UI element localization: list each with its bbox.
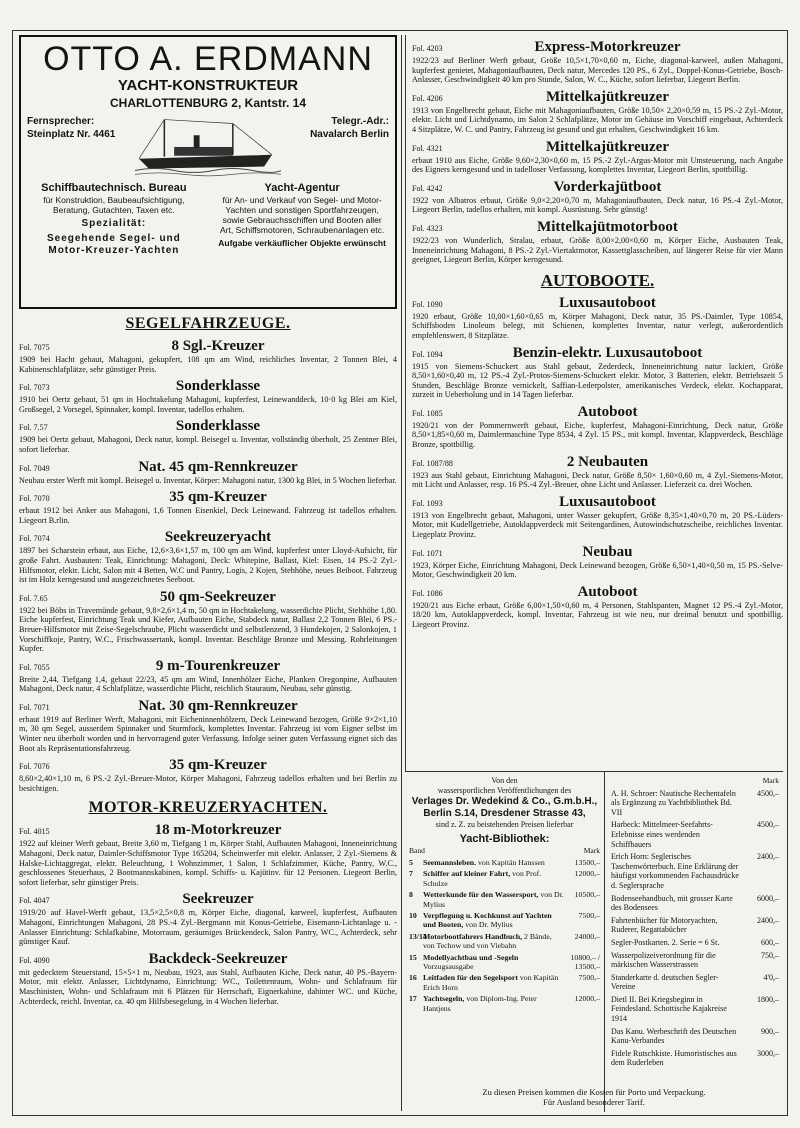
book-price: 4500,–: [757, 820, 779, 830]
ad-right-panel: [607, 772, 783, 1112]
listing-description: mit gedecktem Steuerstand, 15×5×1 m, Neubau, 1923, aus Stahl, Aufbauten Kiche, Deck natur, 40 PS.-Bayern-Motor, mit elektr. Anlasser, Lichtdynamo, Einrichtung: WC., Toilettenraum, Wohn- und Schlafraum für Maschinisten, Wohn- und Schlafraum mit 6 Plätzen für Herrschaft, Eignerkabine, dahinter WC. und Küche, Achterdeck, reichl. Inventar, ca. 40 qm Hilfsbesegelung, in 4 Wochen lieferbar.: [19, 967, 397, 1006]
listing-folio: Fol. 1093: [412, 498, 443, 508]
listing-description: 1922 auf kleiner Werft gebaut, Breite 3,60 m, Tiefgang 1 m, Körper Stahl, Aufbauten Mahagoni, Inneneinrichtung Mahagoni, Deck natur, Daimler-Schiffsmotor Type 165204, Scheinwerfer mit elektr. Anlasser, 2 Zyl.-Siemens & Halske-Lichtaggregat, elektr. Beleuchtung, 1 Wohnzimmer, 1 Salon, 1 Schlafzimmer, Küche, Pantry, W.C., geschlossenes Steuerhaus, 2 Bootmannskabinen, kompl. Schiffs- u. Kajütinv. für 12 Personen. Liegeort Berlin, sofort lieferbar, sehr günstiger Preis.: [19, 839, 397, 887]
book-column-header: [409, 846, 600, 856]
listing-title: Neubau: [582, 543, 633, 560]
book-entry: [409, 994, 600, 1013]
listing-description: 8,60×2,40×1,10 m, 6 PS.-2 Zyl.-Breuer-Motor, Körper Mahagoni, Fahrzeug tadellos erhalten und bei Berlin zu besichtigen.: [19, 774, 397, 793]
listing-folio: Fol. 4015: [19, 827, 50, 837]
listing: [412, 218, 783, 265]
listing-title: Mittelkajütkreuzer: [545, 138, 670, 155]
listing-title: Backdeck-Seekreuzer: [148, 950, 288, 967]
ad-footer: [405, 1087, 783, 1107]
book-title: Das Kanu. Werbeschrift des Deutschen Kanu-Verbandes: [611, 1026, 737, 1046]
book-price: 4500,–: [757, 788, 779, 798]
book-text: [423, 858, 564, 867]
book-entry: [409, 890, 600, 909]
listing: [412, 403, 783, 450]
book-price: 12000,–: [574, 994, 600, 1004]
ad-left-panel: [405, 772, 605, 1112]
listing-title: Nat. 45 qm-Rennkreuzer: [138, 458, 298, 475]
listing-header: [412, 543, 783, 561]
listing-header: [412, 294, 783, 312]
listing: [19, 821, 397, 887]
book-price: 900,–: [761, 1026, 779, 1036]
listing-header: [19, 377, 397, 395]
listing-description: 1922/23 auf Berliner Werft gebaut, Größe 10,5×1,70×0,60 m, Eiche, diagonal-karweel, außen Mahagoni, kupferfest genietet, Mahagoniaufbauten, Deck natur, Mercedes 120 PS., 6 Zyl., Doppel-Konus-Getriebe, Bosch-Anlasser, Geschwindigkeit 40 km pro Stunde, Salon, W. C., Küche, sofort lieferbar, Liegeort Berlin.: [412, 56, 783, 85]
listing-description: 1923 aus Stahl gebaut, Einrichtung Mahagoni, Deck natur, Größe 8,50× 1,60×0,60 m, 4 Zyl.-Siemens-Motor, mit Licht und Anlasser, resp. 16 PS.-4 Zyl.-Breuer, ohne Licht und Anlasser. Lieferzeit ca. drei Wochen.: [412, 470, 783, 490]
book-title: Bodenseehandbuch, mit grosser Karte des Bodensees: [611, 893, 733, 913]
listing-header: [412, 403, 783, 421]
section-heading: SEGELFAHRZEUGE.: [125, 315, 291, 332]
listing-folio: Fol. 4090: [19, 955, 50, 965]
listing: [412, 38, 783, 85]
listing-title: 18 m-Motorkreuzer: [154, 822, 282, 839]
listing-folio: Fol. 4323: [412, 223, 443, 233]
listing-folio: Fol. 4206: [412, 93, 443, 103]
book-entry: [409, 973, 600, 992]
book-price: 10800,– / 13500,–: [570, 952, 600, 972]
listing-header: [19, 821, 397, 839]
book-number: 13/14: [409, 931, 427, 941]
book-author: Vorzugsausgabe: [423, 962, 474, 972]
section-heading: AUTOBOOTE.: [540, 270, 655, 290]
listing: [19, 488, 397, 525]
listing-description: erbaut 1912 bei Anker aus Mahagoni, 1,6 Tonnen Eisenkiel, Deck Leinewand. Fahrzeug ist tadellos erhalten. Liegeort B.rlin.: [19, 506, 397, 525]
listing: [19, 588, 397, 654]
book-title: Dietl II. Bei Kriegsbeginn in Feindesland. Schottische Kajakreise 1914: [611, 994, 727, 1024]
listing: [412, 178, 783, 215]
listing-description: 1919/20 auf Havel-Werft gebaut, 13,5×2,5×0,8 m, Körper Eiche, diagonal, karweel, kupferfest, Aufbauten Mahagoni, Einrichtungen Mahagoni, 28 PS.-4 Zyl.-Bergmann mit Konus-Getriebe, Eisemann-Lichtanlage u. -Anlasser Einrichtung: Schlafkabine, Motorraum, geräumiges Brückendeck, Salon Pantry, WC., Achterdeck, sehr günstiger Kauf.: [19, 908, 397, 947]
listing-description: 1920/21 von der Pommernwerft gebaut, Eiche, kupferfest, Mahagoni-Einrichtung, Deck natur, Größe 8,50×1,85×0,60 m, Daimlermaschine Type 8534, 4 Zyl. 15 PS., mit kompl. Inventar, Klappverdeck, Beschläge Bronze, spottbillig.: [412, 420, 783, 450]
listing-folio: Fol. 7049: [19, 463, 50, 473]
book-price: 3000,–: [757, 1048, 779, 1058]
listing: [412, 583, 783, 630]
listing-header: [412, 38, 783, 56]
listing-description: 1909 bei Hacht gebaut, Mahagoni, gekupfert, 108 qm am Wind, reichliches Inventar, 2 Tonnen Blei, 4 Kabinenschlafplätze, sehr günstiger Preis.: [19, 355, 397, 374]
telegram-block: [281, 115, 389, 177]
listing: [19, 417, 397, 454]
listing-folio: Fol. 4242: [412, 183, 443, 193]
erdmann-contact-row: [27, 115, 389, 177]
book-price: 7500,–: [578, 911, 600, 921]
listing: [412, 138, 783, 175]
listing-description: 1909 bei Oertz gebaut, Mahagoni, Deck natur, kompl. Beisegel u. Inventar, vollständig überholt, 25 Zentner Blei, sofort lieferbar.: [19, 435, 397, 454]
book-price: 2400,–: [757, 852, 779, 862]
listing-title: 35 qm-Kreuzer: [169, 757, 267, 774]
specialty-heading: Spezialität:: [81, 218, 147, 229]
listing-title: 8 Sgl.-Kreuzer: [171, 338, 265, 354]
bureau-heading: Schiffbautechnisch. Bureau: [41, 182, 187, 194]
agency-note: Aufgabe verkäuflicher Objekte erwünscht: [218, 238, 386, 248]
listing-description: 1920 erbaut, Größe 10,00×1,60×0,65 m, Körper Mahagoni, Deck natur, 35 PS.-Daimler, Type 10854, Schiffsboden Linoleum belegt, mit Schienen, komplettes Inventar, natur verlegt, außerordentlich empfehlenswert, 8 Sitzplätze.: [412, 311, 783, 340]
listing-folio: Fol. 1085: [412, 408, 443, 418]
book-author: 2 Bände, von Techow und von Viebahn: [423, 931, 552, 951]
left-listings: [19, 315, 397, 1006]
listing: [412, 543, 783, 580]
book-title: Modellyachtbau und -Segeln: [423, 952, 519, 962]
agency-text: für An- und Verkauf von Segel- und Motor-Yachten und sonstigen Sportfahrzeugen, sowie Gebrauchsschiffen und Booten aller Art, Schiffsmotoren, Schraubenanlagen etc.: [219, 195, 385, 235]
page-frame: [12, 30, 788, 1116]
listing-title: Sonderklasse: [175, 418, 261, 435]
listing: [19, 458, 397, 486]
listing: [412, 88, 783, 135]
listing-header: [19, 488, 397, 506]
book-entry: [611, 916, 779, 935]
agency-block: [215, 183, 389, 257]
book-entry: [611, 1049, 779, 1068]
book-number: 8: [409, 890, 413, 900]
book-title: Segler-Postkarten. 2. Serie = 6 St.: [611, 937, 720, 947]
footer-line-2: Für Ausland besonderer Tarif.: [543, 1097, 645, 1107]
listing-folio: Fol. 7075: [19, 343, 50, 352]
specialty-text: Seegehende Segel- und Motor-Kreuzer-Yachten: [46, 233, 181, 256]
book-title: Fahrtenbücher für Motoryachten, Ruderer, Regattabücher: [611, 915, 718, 935]
book-price: 12000,–: [574, 869, 600, 879]
listing-header: [19, 528, 397, 546]
ad-intro-1: Von den: [491, 776, 518, 785]
listing-description: 1923, Körper Eiche, Einrichtung Mahagoni, Deck Leinewand bezogen, Größe 6,50×1,40×0,50 m, 15 PS.-Selve-Motor, Geschwindigkeit 20 km.: [412, 560, 783, 580]
left-column: [19, 35, 397, 1111]
book-title: Verpflegung u. Kochkunst auf Yachten und Booten,: [423, 911, 552, 930]
listing-header: [412, 218, 783, 236]
listing-folio: Fol. 1094: [412, 349, 443, 359]
steam-yacht-illustration: [135, 115, 282, 177]
listing-title: 9 m-Tourenkreuzer: [155, 657, 281, 674]
erdmann-name: OTTO A. ERDMANN: [43, 40, 373, 78]
listing-folio: Fol. 7055: [19, 662, 50, 672]
column-divider: [401, 35, 402, 1111]
book-entry: [611, 789, 779, 818]
listing-title: Luxusautoboot: [559, 493, 656, 510]
listing-title: Benzin-elektr. Luxusautoboot: [512, 344, 703, 361]
book-price: 13500,–: [574, 858, 600, 867]
ad-intro-3: sind z. Z. zu beistehenden Preisen lieferbar: [435, 820, 574, 829]
book-number: 5: [409, 858, 413, 867]
phone-label: Fernsprecher:: [27, 116, 95, 127]
book-text: [423, 869, 564, 888]
book-author: von Dr. Mylius: [465, 920, 513, 930]
listing: [412, 453, 783, 490]
listing-folio: Fol. 7.57: [19, 423, 48, 433]
listing-title: Express-Motorkreuzer: [534, 39, 681, 55]
book-title: Wetterkunde für den Wassersport,: [423, 890, 539, 900]
listing-header: [19, 337, 397, 355]
listing-header: [412, 178, 783, 196]
listing-title: 35 qm-Kreuzer: [169, 489, 267, 506]
listing-title: 50 qm-Seekreuzer: [160, 588, 276, 605]
book-entry: [611, 894, 779, 913]
right-mark-header: Mark: [762, 776, 779, 785]
listing: [19, 950, 397, 1006]
book-author: von Diplom-Ing. Peter Hantjens: [423, 994, 537, 1013]
listing-description: 1897 bei Scharstein erbaut, aus Eiche, 12,6×3,6×1,57 m, 100 qm am Wind, kupferfest unter Lloyd-Aufsicht, für große Fahrt. Ausbauten: Teak, Einrichtung: Mahagoni, Deck: Whitepine, Ballast, Kiel: Eisen, 14 PS.-2 Zyl.-Hilfsmotor, elektr. Licht, Salon mit 4 Betten, W.C und Pantry, Logis, 2 Kojen, Stehhöhe, neues Beiboot. Fahrzeug ist im Holz kerngesund und ausgezeichnetes Seeboot.: [19, 546, 397, 585]
listing-header: [19, 417, 397, 435]
book-price: 2400,–: [757, 915, 779, 925]
listing: [19, 657, 397, 694]
listing: [19, 528, 397, 584]
book-title: Harbeck: Mittelmeer-Seefahrts-Erlebnisse eines werdenden Schiffbauers: [611, 820, 713, 849]
listing-title: 2 Neubauten: [566, 453, 649, 470]
listing-folio: Fol. 7074: [19, 534, 50, 544]
book-text: [423, 890, 564, 909]
erdmann-advertisement: [19, 35, 397, 309]
book-entry: [409, 932, 600, 951]
listing-header: [412, 138, 783, 156]
erdmann-services: [27, 183, 389, 257]
book-entry: [611, 820, 779, 849]
listing-description: 1922 bei Böbs in Travemünde gebaut, 9,8×2,6×1,4 m, 50 qm in Hochtakelung, wasserdichte Plicht, Stehhöhe 1,80. Eiche kupferfest, Einrichtung Teak und Kiefer, Aufbauten Eiche, Stabdeck natur, Ballast 2,2 Tonnen Blei, 6 PS.-Breuer-Hilfsmotor mit Zeise-Segelschraube, Plicht wasserdicht und selbstlenzend, 3 Hundekojen, 2 Salonkojen, 1 Vorschiffkoje, Pantry, W.C., Frischwassertank, kompl. Inventar. Beschläge Bronze und Messing. Rohrleitungen Kupfer.: [19, 605, 397, 654]
book-title: Standerkarte d. deutschen Segler-Vereine: [611, 972, 719, 992]
listing-folio: Fol. 7.65: [19, 593, 48, 603]
book-list-right: [611, 789, 779, 1068]
listing-header: [19, 588, 397, 606]
book-price: 600,–: [761, 937, 779, 947]
listing-header: [412, 583, 783, 601]
library-title: Yacht-Bibliothek:: [459, 833, 550, 845]
listing-header: [412, 453, 783, 471]
agency-heading: Yacht-Agentur: [264, 182, 340, 194]
listing-description: 1913 von Engelbrecht gebaut, Mahagoni, unter Wasser gekupfert, Größe 8,35×1,40×0,70 m, 20 PS.-Lüders-Motor, mit Kudellgetriebe, Autoklappverdeck mit Seitengardinen, Autowindschutzscheibe, reichliches Inventar. Liegeplatz Provinz.: [412, 510, 783, 540]
listing-header: [19, 950, 397, 968]
ad-publisher: Verlages Dr. Wedekind & Co., G.m.b.H., Berlin S.14, Dresdener Strasse 43,: [411, 796, 598, 819]
book-text: [423, 994, 564, 1013]
listing-folio: Fol. 1071: [412, 548, 443, 558]
listing-title: Mittelkajütkreuzer: [545, 88, 670, 105]
book-number: 17: [409, 994, 417, 1004]
listing-title: Autoboot: [577, 403, 638, 420]
book-entry: [409, 911, 600, 930]
listing-header: [19, 697, 397, 715]
book-entry: [409, 953, 600, 972]
listing-description: Neubau erster Werft mit kompl. Beisegel u. Inventar, Körper: Mahagoni natur, 1300 kg Blei, in 5 Wochen lieferbar.: [19, 475, 397, 485]
book-author: von Prof. Schulze: [423, 869, 542, 888]
listing-title: Nat. 30 qm-Rennkreuzer: [138, 697, 298, 714]
publisher-advertisement: [405, 771, 783, 1111]
listing: [19, 756, 397, 793]
right-listings: [412, 38, 783, 630]
book-price: 10500,–: [574, 890, 600, 900]
listing-description: 1922/23 von Wunderlich, Stralau, erbaut, Größe 8,00×2,00×0,60 m, Körper Eiche, Ausbauten Teak, Inneneinrichtung Mahagoni, 8 PS.-2 Zyl.-Viertaktmotor, Kassettglasscheiben, auf längerer Reise für vier Mann geeignet, Liegeort Berlin, Körper kerngesund.: [412, 235, 783, 265]
book-list-left: [409, 858, 600, 1013]
bureau-text: für Konstruktion, Baubeaufsichtigung, Beratung, Gutachten, Taxen etc.: [43, 195, 185, 215]
section-heading: MOTOR-KREUZERYACHTEN.: [88, 799, 328, 817]
listing-title: Autoboot: [577, 583, 638, 600]
listing-folio: Fol. 7070: [19, 494, 50, 504]
listing-description: 1910 bei Oertz gebaut, 51 qm in Hochtakelung Mahagoni, kupferfest, Leinewanddeck, 10·0 kg Blei am Kiel, Großsegel, 2 Vorsegel, Spinnaker, kompl. Inventar, tadellos erhalten.: [19, 395, 397, 414]
book-number: 7: [409, 869, 413, 879]
listing-folio: Fol. 7073: [19, 383, 50, 393]
listing: [19, 697, 397, 753]
listing-folio: Fol. 1086: [412, 588, 443, 598]
book-title: Wasserpolizeiverordnung für die märkischen Wasserstrassen: [611, 950, 716, 970]
book-number: 10: [409, 911, 417, 921]
book-text: [423, 953, 564, 972]
listing: [19, 377, 397, 414]
listing: [412, 493, 783, 540]
listing: [19, 890, 397, 946]
book-author: von Dr. Mylius: [423, 890, 564, 909]
listing-title: Vorderkajütboot: [553, 178, 662, 195]
listing-description: erbaut 1910 aus Eiche, Größe 9,60×2,30×0,60 m, 15 PS.-2 Zyl.-Argus-Motor mit Umsteuerung, nach Angabe des Eigners kerngesund und in tadelloser Verfassung, komplettes Inventar, Liegeort Berlin, spottbillig.: [412, 155, 783, 175]
listing-header: [19, 657, 397, 675]
listing-header: [412, 88, 783, 106]
listing-folio: Fol. 1087/88: [412, 458, 453, 468]
book-entry: [611, 995, 779, 1024]
listing: [412, 344, 783, 400]
book-author: von Kapitän Erich Horn: [423, 973, 559, 992]
listing-description: 1915 von Siemens-Schuckert aus Stahl gebaut, Zederdeck, Inneneinrichtung natur lackiert, Größe 8,50×1,60×0,40 m, 12 PS.-4 Zyl.-Protos-Siemens-Schuckert elektr. Motor, 3 Batterien, elektr. Betriebszeit 5 Stunden, Beschläge Bronze vernickelt, Saffian-Lederpolster, amerikanisches Verdeck, elektr. Kochapparat, zurzeit in Ueberholung und in 14 Tagen lieferbar.: [412, 361, 783, 400]
phone-block: [27, 115, 135, 177]
listing: [412, 294, 783, 341]
telegram-label: Telegr.-Adr.:: [331, 116, 389, 127]
listing-folio: Fol. 1090: [412, 299, 443, 309]
book-price: 4'0,–: [763, 972, 779, 982]
book-title: A. H. Schroer: Nautische Rechentafeln als Ergänzung zu Yachtbibliothek Bd. VII: [611, 788, 736, 817]
book-title: Erich Horn: Seglerisches Taschenwörterbuch. Eine Erklärung der häufigst vorkommenden Fachausdrücke d. Seglersprache: [611, 852, 739, 890]
listing-folio: Fol. 7071: [19, 702, 50, 712]
book-price: 24000,–: [574, 931, 600, 941]
book-entry: [611, 973, 779, 992]
book-text: [423, 932, 564, 951]
book-title: Seemannsleben.: [423, 858, 477, 867]
listing-folio: Fol. 7076: [19, 762, 50, 772]
book-title: Leitfaden für den Segelsport: [423, 973, 518, 983]
book-price: 7500,–: [578, 973, 600, 983]
book-entry: [611, 1027, 779, 1046]
bureau-block: [27, 183, 201, 257]
book-title: Schiffer auf kleiner Fahrt,: [423, 869, 511, 879]
book-entry: [409, 858, 600, 867]
listing-description: 1913 von Engelbrecht gebaut, Eiche mit Mahagoniaufbauten, Größe 10,50× 2,20×0,59 m, 15 PS.-2 Zyl.-Motor, elektr. Licht und Lichtdynamo, im Salon 2 Schlafplätze, Motor im Gehäuse im Vorschiff eingebaut, Achterdeck 4 Sitzplätze, W. C. und Pantry, Fahrzeug ist gesund und gut erhalten, Geschwindigkeit 16 km.: [412, 105, 783, 134]
col-mark: Mark: [583, 846, 600, 855]
listing-title: Seekreuzer: [182, 891, 254, 908]
book-price: 6000,–: [757, 893, 779, 903]
erdmann-title: YACHT-KONSTRUKTEUR: [117, 77, 299, 94]
listing-header: [19, 890, 397, 908]
book-title: Fidele Rutschkiste. Humoristisches aus dem Ruderleben: [611, 1048, 737, 1068]
listing-description: Breite 2,44, Tiefgang 1,4, gebaut 22/23, 45 qm am Wind, Innenhölzer Eiche, Planken Oregonpine, Aufbauten Mahagoni, Deck natur, 4 Schlafplätze, wasserdichte Plicht, reichlich Stauraum, Neubau, sehr günstig.: [19, 674, 397, 694]
listing-title: Luxusautoboot: [559, 294, 656, 311]
telegram-address: Navalarch Berlin: [310, 129, 389, 140]
listing-title: Mittelkajütmotorboot: [537, 218, 678, 235]
listing-header: [412, 493, 783, 511]
book-number: 16: [409, 973, 417, 983]
listing-title: Sonderklasse: [175, 378, 261, 395]
book-entry: [409, 869, 600, 888]
listing-header: [19, 756, 397, 774]
listing-header: [412, 344, 783, 362]
right-column: [405, 35, 783, 771]
footer-line-1: Zu diesen Preisen kommen die Kosten für Porto und Verpackung.: [482, 1087, 706, 1097]
listing-title: Seekreuzeryacht: [164, 529, 272, 546]
book-text: [423, 911, 564, 930]
ad-intro-2: wassersportlichen Veröffentlichungen des: [437, 786, 572, 795]
book-number: 15: [409, 952, 417, 962]
listing-folio: Fol. 4321: [412, 143, 443, 153]
book-price: 1800,–: [757, 994, 779, 1004]
col-band: Band: [409, 846, 425, 855]
listing-description: 1920/21 aus Eiche erbaut, Größe 6,00×1,50×0,60 m, 4 Personen, Stahlspanten, Magnet 12 PS.-4 Zyl.-Motor, 18/20 km, Autoklappverdeck, kompl. Inventar, Fahrzeug ist wie neu, nur dreimal benutzt und spottbillig. Liegeort Provinz.: [412, 600, 783, 629]
listing-folio: Fol. 4203: [412, 44, 443, 53]
book-title: Yachtsegeln,: [423, 994, 465, 1004]
erdmann-address: CHARLOTTENBURG 2, Kantstr. 14: [109, 96, 307, 110]
book-entry: [611, 852, 779, 890]
book-title: Motorbootfahrers Handbuch,: [423, 931, 523, 941]
listing-folio: Fol. 4047: [19, 896, 50, 906]
book-entry: [611, 938, 779, 948]
book-entry: [611, 951, 779, 970]
book-author: von Kapitän Hanssen: [478, 858, 545, 867]
phone-number: Steinplatz Nr. 4461: [27, 129, 116, 140]
book-text: [423, 973, 564, 992]
book-price: 750,–: [761, 950, 779, 960]
listing: [19, 337, 397, 374]
listing-description: 1922 von Albatros erbaut, Größe 9,0×2,20×0,70 m, Mahagoniaufbauten, Deck natur, 16 PS.-4 Zyl.-Motor, Liegeort Berlin, tadellos erhalten, mit kompl. Ausrüstung. Sehr günstig!: [412, 195, 783, 215]
listing-header: [19, 458, 397, 476]
listing-description: erbaut 1919 auf Berliner Werft, Mahagoni, mit Eicheninnenhölzern, Deck Leinewand bezogen, Größe 9×2×1,10 m, 30 qm Segel, ausserdem Spinnaker und Sturmfock, komplettes Inventar. Fahrzeug ist vom Eigner selbst im Winter neu überholt worden und in hervorragend guter Verfassung. Infolge seiner guten Verfassung eignet sich das Boot als Repräsentationsfahrzeug.: [19, 714, 397, 753]
